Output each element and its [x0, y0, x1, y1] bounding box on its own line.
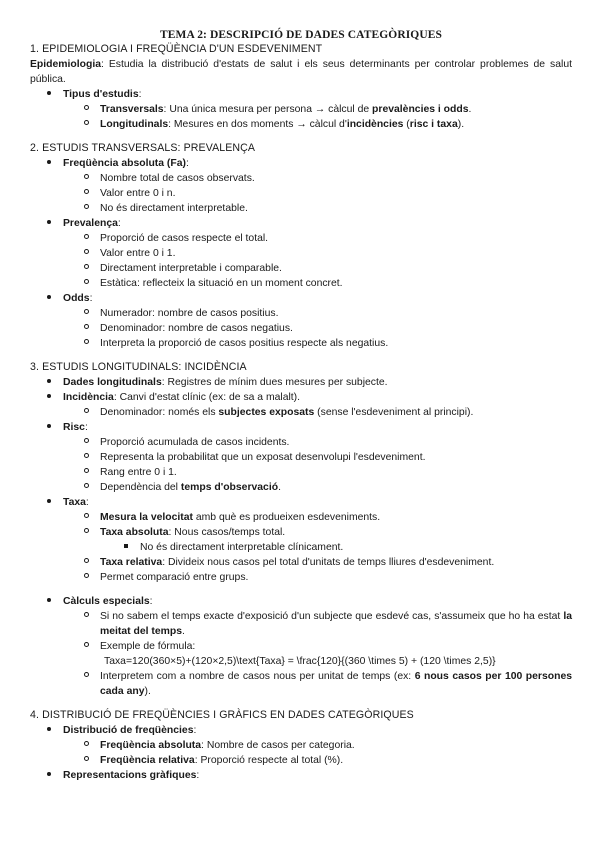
circle-bullet-icon — [84, 672, 89, 677]
list-item: Dades longitudinals: Registres de mínim dues mesures per subjecte. — [30, 375, 572, 390]
circle-bullet-icon — [84, 573, 89, 578]
circle-bullet-icon — [84, 174, 89, 179]
circle-bullet-icon — [84, 189, 89, 194]
bullet-icon — [47, 598, 51, 602]
list-item: Directament interpretable i comparable. — [30, 261, 572, 276]
list-item: Prevalença: — [30, 216, 572, 231]
bullet-icon — [47, 772, 51, 776]
bullet-icon — [47, 220, 51, 224]
list-item: Interpretem com a nombre de casos nous per unitat de temps (ex: 6 nous casos per 100 persones cada any). — [30, 669, 572, 699]
circle-bullet-icon — [84, 468, 89, 473]
list-item: Odds: — [30, 291, 572, 306]
list-item: Taxa: — [30, 495, 572, 510]
list-item: Numerador: nombre de casos positius. — [30, 306, 572, 321]
circle-bullet-icon — [84, 339, 89, 344]
circle-bullet-icon — [84, 453, 89, 458]
list-item: Taxa relativa: Divideix nous casos pel total d'unitats de temps lliures d'esdeveniment. — [30, 555, 572, 570]
circle-bullet-icon — [84, 612, 89, 617]
list-item: Risc: — [30, 420, 572, 435]
list-item: Valor entre 0 i n. — [30, 186, 572, 201]
circle-bullet-icon — [84, 438, 89, 443]
list-item: Rang entre 0 i 1. — [30, 465, 572, 480]
section-3-heading: 3. ESTUDIS LONGITUDINALS: INCIDÈNCIA — [30, 361, 247, 373]
circle-bullet-icon — [84, 558, 89, 563]
list-item: Càlculs especials: — [30, 594, 572, 609]
circle-bullet-icon — [84, 408, 89, 413]
section-4-heading: 4. DISTRIBUCIÓ DE FREQÜÈNCIES I GRÀFICS EN DADES CATEGÒRIQUES — [30, 709, 414, 721]
section-1-heading: 1. EPIDEMIOLOGIA I FREQÜÈNCIA D'UN ESDEVENIMENT — [30, 43, 323, 55]
list-item: Transversals: Una única mesura per persona → càlcul de prevalències i odds. — [30, 102, 572, 117]
circle-bullet-icon — [84, 528, 89, 533]
list-item: Taxa absoluta: Nous casos/temps total. — [30, 525, 572, 540]
circle-bullet-icon — [84, 741, 89, 746]
list-item: Proporció acumulada de casos incidents. — [30, 435, 572, 450]
bullet-icon — [47, 160, 51, 164]
list-item: Mesura la velocitat amb què es produeixen esdeveniments. — [30, 510, 572, 525]
circle-bullet-icon — [84, 642, 89, 647]
circle-bullet-icon — [84, 324, 89, 329]
formula-text: Taxa=120(360×5)+(120×2,5)\text{Taxa} = \frac{120}{(360 \times 5) + (120 \times 2,5)} — [104, 656, 496, 667]
list-item: Permet comparació entre grups. — [30, 570, 572, 585]
list-item: Estàtica: reflecteix la situació en un moment concret. — [30, 276, 572, 291]
circle-bullet-icon — [84, 279, 89, 284]
list-item: Si no sabem el temps exacte d'exposició d'un subjecte que esdevé cas, s'assumeix que ho ha estat la meitat del temps. — [30, 609, 572, 639]
bullet-icon — [47, 394, 51, 398]
circle-bullet-icon — [84, 756, 89, 761]
circle-bullet-icon — [84, 264, 89, 269]
list-item: Freqüència relativa: Proporció respecte al total (%). — [30, 753, 572, 768]
list-item: Tipus d'estudis: — [30, 87, 572, 102]
bullet-icon — [47, 295, 51, 299]
circle-bullet-icon — [84, 204, 89, 209]
circle-bullet-icon — [84, 483, 89, 488]
list-item: Exemple de fórmula: — [30, 639, 572, 654]
epidemiology-definition: Epidemiologia: Estudia la distribució d'estats de salut i els seus determinants per controlar problemes de salut pública. — [30, 59, 572, 85]
circle-bullet-icon — [84, 234, 89, 239]
list-item: Representacions gràfiques: — [30, 768, 572, 783]
list-item: Proporció de casos respecte el total. — [30, 231, 572, 246]
bullet-icon — [47, 91, 51, 95]
list-item: Distribució de freqüències: — [30, 723, 572, 738]
bullet-icon — [47, 727, 51, 731]
document-title: TEMA 2: DESCRIPCIÓ DE DADES CATEGÒRIQUES — [159, 29, 443, 41]
list-item: Dependència del temps d'observació. — [30, 480, 572, 495]
list-item: Longitudinals: Mesures en dos moments → càlcul d'incidències (risc i taxa). — [30, 117, 572, 132]
list-item: Freqüència absoluta (Fa): — [30, 156, 572, 171]
list-item: Representa la probabilitat que un exposat desenvolupi l'esdeveniment. — [30, 450, 572, 465]
list-item: No és directament interpretable clínicament. — [30, 540, 572, 555]
list-item: No és directament interpretable. — [30, 201, 572, 216]
section-2-heading: 2. ESTUDIS TRANSVERSALS: PREVALENÇA — [30, 142, 256, 154]
circle-bullet-icon — [84, 513, 89, 518]
bullet-icon — [47, 424, 51, 428]
list-item: Incidència: Canvi d'estat clínic (ex: de sa a malalt). — [30, 390, 572, 405]
circle-bullet-icon — [84, 105, 89, 110]
square-bullet-icon — [124, 544, 128, 548]
bullet-icon — [47, 379, 51, 383]
list-item: Nombre total de casos observats. — [30, 171, 572, 186]
list-item: Denominador: nombre de casos negatius. — [30, 321, 572, 336]
list-item: Valor entre 0 i 1. — [30, 246, 572, 261]
list-item: Denominador: només els subjectes exposats (sense l'esdeveniment al principi). — [30, 405, 572, 420]
circle-bullet-icon — [84, 249, 89, 254]
bullet-icon — [47, 499, 51, 503]
list-item: Freqüència absoluta: Nombre de casos per categoria. — [30, 738, 572, 753]
list-item: Interpreta la proporció de casos positius respecte als negatius. — [30, 336, 572, 351]
circle-bullet-icon — [84, 120, 89, 125]
circle-bullet-icon — [84, 309, 89, 314]
